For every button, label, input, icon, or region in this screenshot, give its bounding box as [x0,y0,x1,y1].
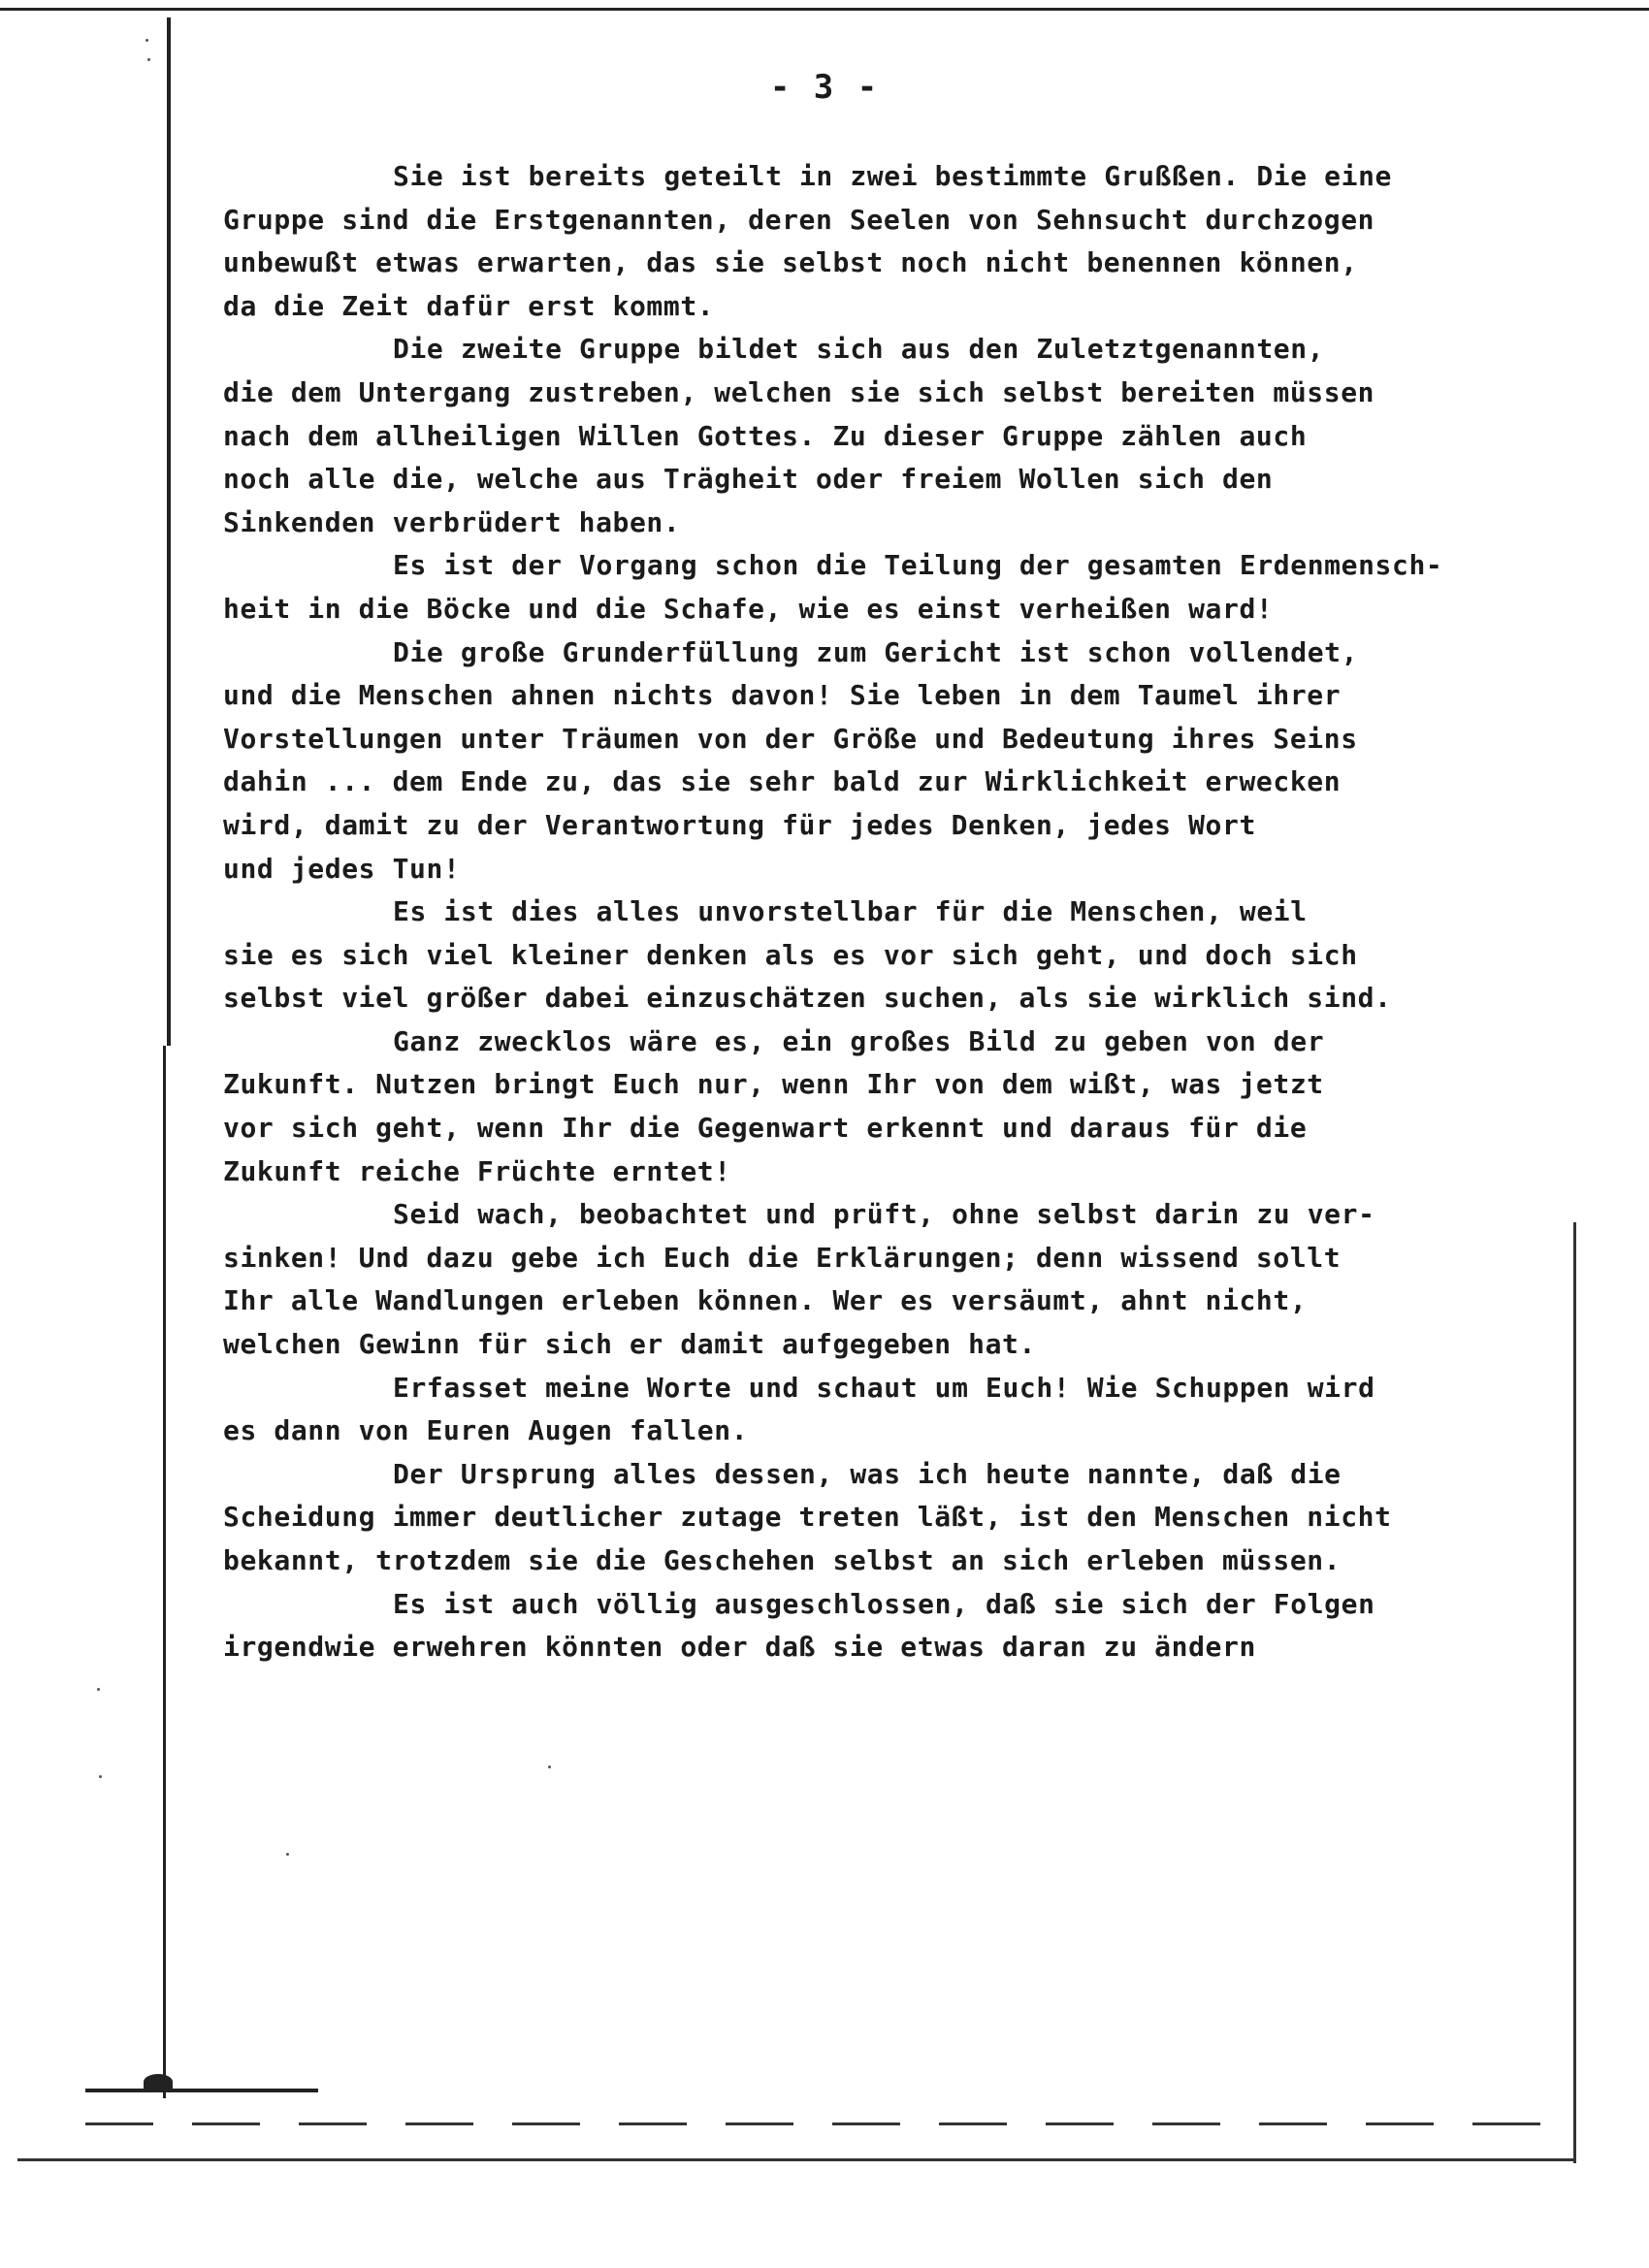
text-line: sie es sich viel kleiner denken als es vor sich geht, und doch sich [223,938,1358,971]
text-line: die dem Untergang zustreben, welchen sie sich selbst bereiten müssen [223,375,1375,408]
text-line: Es ist der Vorgang schon die Teilung der gesamten Erdenmensch- [393,549,1443,582]
text-line: und jedes Tun! [223,852,461,885]
scan-border-left [167,17,171,1046]
scan-speck [99,1775,102,1778]
text-line: da die Zeit dafür erst kommt. [223,289,715,322]
text-line: noch alle die, welche aus Trägheit oder freiem Wollen sich den [223,463,1274,496]
scan-border-foot-knob [144,2074,173,2090]
scan-speck [548,1766,551,1768]
text-line: Die große Grunderfüllung zum Gericht ist schon vollendet, [393,635,1359,668]
text-line: Ganz zwecklos wäre es, ein großes Bild zu geben von der [393,1024,1325,1057]
page-number: - 3 - [769,68,880,107]
text-line: unbewußt etwas erwarten, das sie selbst noch nicht benennen können, [223,246,1358,279]
text-line: selbst viel größer dabei einzuschätzen suchen, als sie wirklich sind. [223,982,1392,1015]
text-line: dahin ... dem Ende zu, das sie sehr bald zur Wirklichkeit erwecken [223,765,1342,798]
text-line: Vorstellungen unter Träumen von der Größe und Bedeutung ihres Seins [223,722,1358,755]
text-line: Es ist dies alles unvorstellbar für die Menschen, weil [393,895,1308,928]
scan-border-foot [85,2089,318,2092]
scan-speck [146,39,148,42]
text-line: Es ist auch völlig ausgeschlossen, daß sie sich der Folgen [393,1587,1375,1620]
scan-speck [97,1688,100,1691]
text-line: Gruppe sind die Erstgenannten, deren Seelen von Sehnsucht durchzogen [223,203,1375,236]
text-line: wird, damit zu der Verantwortung für jedes Denken, jedes Wort [223,808,1256,841]
text-line: welchen Gewinn für sich er damit aufgegeben hat. [223,1328,1036,1361]
scan-speck [147,58,150,61]
text-line: Sinkenden verbrüdert haben. [223,505,681,538]
text-line: Sie ist bereits geteilt in zwei bestimmte Grußßen. Die eine [393,160,1392,192]
scan-dashed-line [85,2122,1579,2125]
scan-border-top [0,8,1649,11]
scan-border-right [1573,1222,1576,2163]
text-line: es dann von Euren Augen fallen. [223,1414,749,1447]
text-line: Seid wach, beobachtet und prüft, ohne selbst darin zu ver- [393,1198,1375,1231]
text-line: Ihr alle Wandlungen erleben können. Wer es versäumt, ahnt nicht, [223,1284,1308,1317]
text-line: nach dem allheiligen Willen Gottes. Zu dieser Gruppe zählen auch [223,419,1308,452]
text-line: Erfasset meine Worte und schaut um Euch! Wie Schuppen wird [393,1371,1375,1404]
text-line: Die zweite Gruppe bildet sich aus den Zuletztgenannten, [393,333,1325,366]
scan-border-bottom [17,2158,1576,2161]
text-line: Scheidung immer deutlicher zutage treten läßt, ist den Menschen nicht [223,1501,1392,1534]
text-line: bekannt, trotzdem sie die Geschehen selbst an sich erleben müssen. [223,1544,1342,1576]
text-line: Zukunft. Nutzen bringt Euch nur, wenn Ihr von dem wißt, was jetzt [223,1068,1324,1101]
text-line: sinken! Und dazu gebe ich Euch die Erklärungen; denn wissend sollt [223,1241,1342,1274]
scan-border-left-lower [163,1046,166,2098]
scan-speck [286,1853,289,1856]
text-line: heit in die Böcke und die Schafe, wie es einst verheißen ward! [223,592,1274,625]
text-line: vor sich geht, wenn Ihr die Gegenwart erkennt und daraus für die [223,1112,1308,1145]
body-text [223,155,1562,1669]
text-line: irgendwie erwehren könnten oder daß sie etwas daran zu ändern [223,1631,1256,1664]
text-line: Zukunft reiche Früchte erntet! [223,1154,731,1187]
text-line: und die Menschen ahnen nichts davon! Sie leben in dem Taumel ihrer [223,679,1342,712]
text-line: Der Ursprung alles dessen, was ich heute nannte, daß die [393,1457,1342,1490]
